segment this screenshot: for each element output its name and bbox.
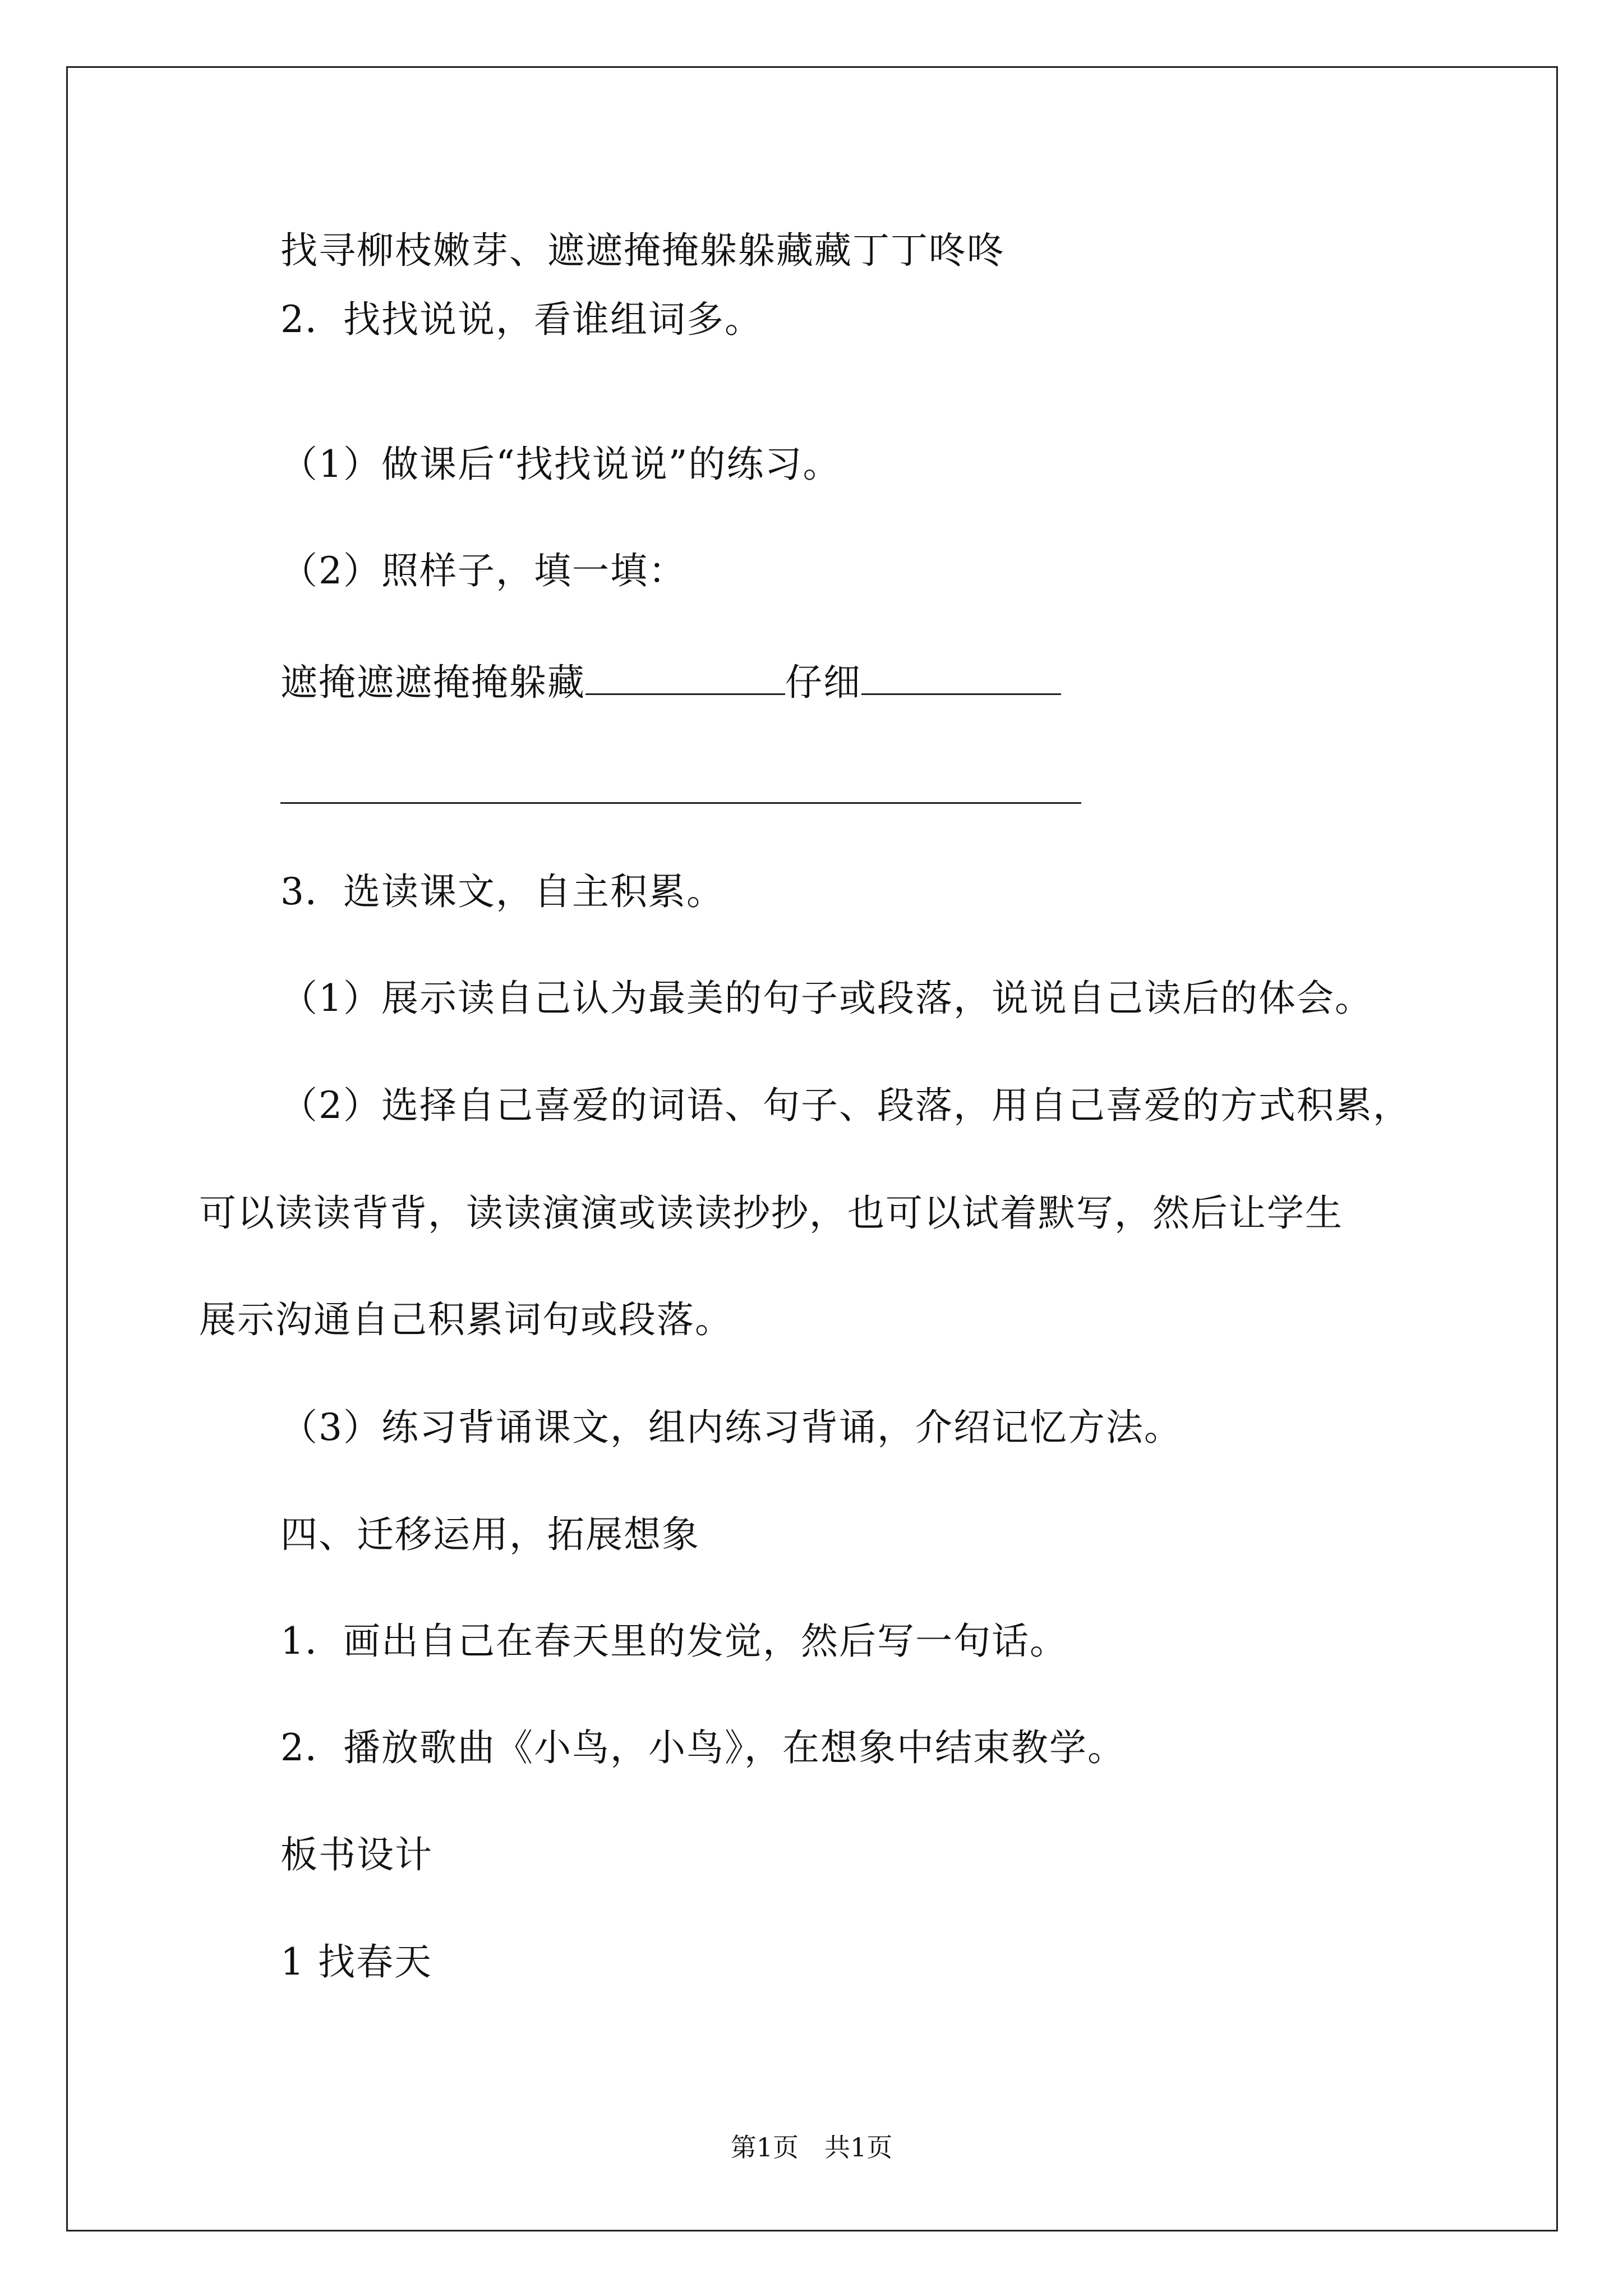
answer-blank[interactable] (585, 661, 785, 695)
section-heading: 四、迁移运用，拓展想象 (280, 1513, 700, 1556)
text-line: 1 找春天 (280, 1940, 432, 1984)
text-line: 1．画出自己在春天里的发觉，然后写一句话。 (280, 1619, 1068, 1663)
answer-line[interactable] (280, 802, 1081, 804)
fill-in-prompt: 遮掩遮遮掩掩躲藏 (280, 661, 585, 704)
text-line: 可以读读背背，读读演演或读读抄抄，也可以试着默写，然后让学生 (199, 1191, 1343, 1235)
page-footer: 第1页 共1页 (730, 2132, 893, 2162)
text-line: 找寻柳枝嫩芽、遮遮掩掩躲躲藏藏丁丁咚咚 (280, 229, 1005, 272)
section-heading: 3．选读课文，自主积累。 (280, 870, 725, 913)
fill-in-prompt: 仔细 (785, 661, 861, 704)
text-line: 展示沟通自己积累词句或段落。 (199, 1298, 733, 1341)
page-frame (66, 66, 1558, 2231)
text-line: （1）展示读自己认为最美的句子或段落，说说自己读后的体会。 (280, 977, 1373, 1020)
text-line: （1）做课后“找找说说”的练习。 (280, 443, 841, 486)
text-line: 2．播放歌曲《小鸟，小鸟》，在想象中结束教学。 (280, 1726, 1126, 1769)
text-line: （2）选择自己喜爱的词语、句子、段落，用自己喜爱的方式积累， (280, 1084, 1411, 1127)
section-heading: 2．找找说说，看谁组词多。 (280, 298, 763, 341)
answer-blank[interactable] (861, 661, 1061, 695)
text-line: （3）练习背诵课文，组内练习背诵，介绍记忆方法。 (280, 1406, 1182, 1449)
section-heading: 板书设计 (280, 1833, 433, 1876)
text-line: （2）照样子，填一填： (280, 549, 686, 592)
fill-in-line (280, 661, 1061, 704)
